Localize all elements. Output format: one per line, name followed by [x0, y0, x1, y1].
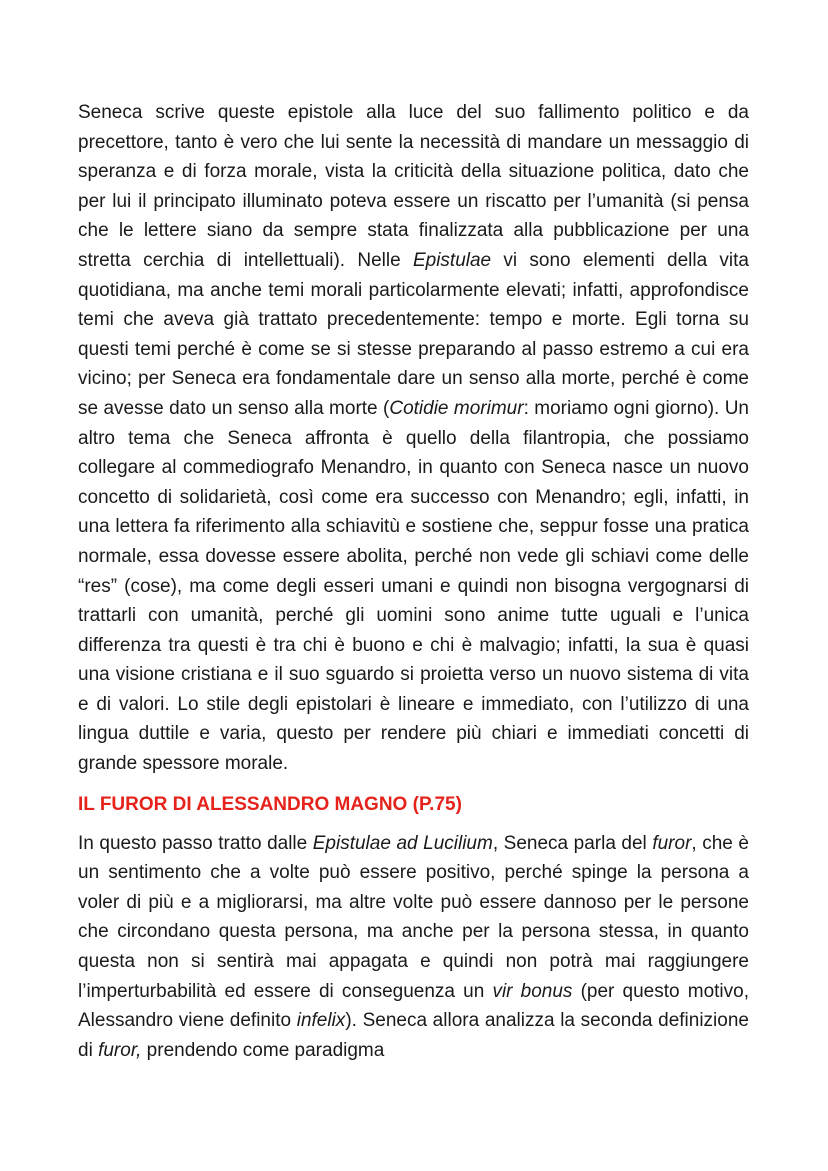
text-run: : moriamo ogni giorno). Un altro tema che Seneca affronta è quello della filantropia, che possiamo collegare al commediografo Menandro, in quanto con Seneca nasce un nuovo concetto di solidarietà, così come era successo con Menandro; egli, infatti, in una lettera fa riferimento alla schiavitù e sostiene che, seppur fosse una pratica normale, essa dovesse essere abolita, perché non vede gli schiavi come delle “res” (cose), ma come degli esseri umani e quindi non bisogna vergognarsi di trattarli con umanità, perché gli uomini sono anime tutte uguali e l’unica differenza tra questi è tra chi è buono e chi è malvagio; infatti, la sua è quasi una visione cristiana e il suo sguardo si proietta verso un nuovo sistema di vita e di valori. Lo stile degli epistolari è lineare e immediato, con l’utilizzo di una lingua duttile e varia, questo per rendere più chiari e immediati concetti di grande spessore morale.: [78, 397, 749, 775]
text-run: Seneca scrive queste epistole alla luce del suo fallimento politico e da precettore, tanto è vero che lui sente la necessità di mandare un messaggio di speranza e di forza morale, vista la criticità della situazione politica, dato che per lui il principato illuminato poteva essere un riscatto per l’umanità (si pensa che le lettere siano da sempre stata finalizzata alla pubblicazione per una stretta cerchia di intellettuali). Nelle: [78, 102, 749, 271]
body-paragraph: [78, 829, 749, 1066]
italic-term: Epistulae ad Lucilium: [312, 832, 493, 854]
italic-term: infelix: [296, 1010, 346, 1032]
text-run: , Seneca parla del: [492, 832, 653, 854]
text-run: ). Seneca allora analizza la seconda definizione di: [78, 1010, 749, 1061]
document-page: [78, 98, 749, 1065]
italic-term: Cotidie morimur: [389, 397, 524, 419]
section-heading: IL FUROR DI ALESSANDRO MAGNO (P.75): [78, 793, 462, 815]
text-run: prendendo come paradigma: [141, 1039, 385, 1061]
text-run: In questo passo tratto dalle: [78, 832, 313, 854]
italic-term: furor,: [98, 1039, 142, 1061]
italic-term: furor: [652, 832, 692, 854]
italic-term: vir bonus: [492, 980, 573, 1002]
text-run: vi sono elementi della vita quotidiana, ma anche temi morali particolarmente elevati; infatti, approfondisce temi che aveva già trattato precedentemente: tempo e morte. Egli torna su questi temi perché è come se si stesse preparando al passo estremo a cui era vicino; per Seneca era fondamentale dare un senso alla morte, perché è come se avesse dato un senso alla morte (: [78, 249, 749, 419]
text-run: (per questo motivo, Alessandro viene definito: [78, 980, 749, 1032]
body-paragraph: [78, 98, 749, 779]
italic-term: Epistulae: [412, 249, 492, 271]
text-run: , che è un sentimento che a volte può essere positivo, perché spinge la persona a voler di più e a migliorarsi, ma altre volte può essere dannoso per le persone che circondano questa persona, ma anche per la persona stessa, in quanto questa non si sentirà mai appagata e quindi non potrà mai raggiungere l’imperturbabilità ed essere di conseguenza un: [78, 832, 749, 1002]
